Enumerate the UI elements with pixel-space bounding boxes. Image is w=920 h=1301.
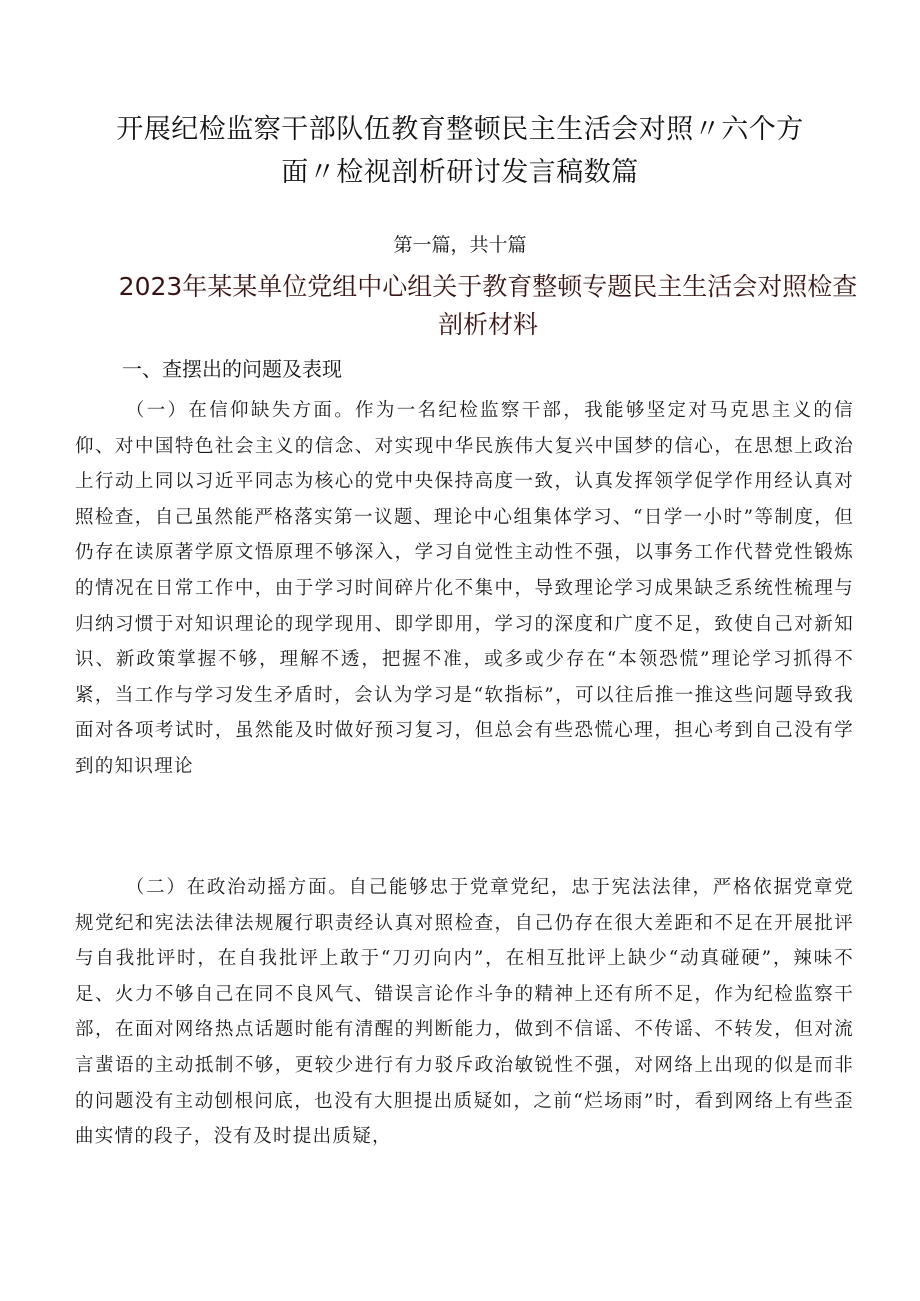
part-label: 第一篇，共十篇	[393, 234, 527, 256]
section-heading: 一、查摆出的问题及表现	[122, 357, 342, 381]
document-title: 开展纪检监察干部队伍教育整顿民主生活会对照〃六个方面〃检视剖析研讨发言稿数篇	[116, 114, 804, 188]
article-title: 2023年某某单位党组中心组关于教育整顿专题民主生活会对照检查剖析材料	[118, 272, 858, 339]
paragraph-faith: （一）在信仰缺失方面。作为一名纪检监察干部，我能够坚定对马克思主义的信仰、对中国特色社会主义的信念、对实现中华民族伟大复兴中国梦的信心，在思想上政治上行动上同以习近平同志为核心的党中央保持高度一致，认真发挥领学促学作用经认真对照检查，自己虽然能严格落实第一议题、理论中心组集体学习、“日学一小时”等制度，但仍存在读原著学原文悟原理不够深入，学习自觉性主动性不强，以事务工作代替党性锻炼的情况在日常工作中，由于学习时间碎片化不集中，导致理论学习成果缺乏系统性梳理与归纳习惯于对知识理论的现学现用、即学即用，学习的深度和广度不足，致使自己对新知识、新政策掌握不够，理解不透，把握不准，或多或少存在“本领恐慌”理论学习抓得不紧，当工作与学习发生矛盾时，会认为学习是“软指标”，可以往后推一推这些问题导致我面对各项考试时，虽然能及时做好预习复习，但总会有些恐慌心理，担心考到自己没有学到的知识理论	[75, 400, 854, 777]
paragraph-politics: （二）在政治动摇方面。自己能够忠于党章党纪，忠于宪法法律，严格依据党章党规党纪和宪法法律法规履行职责经认真对照检查，自己仍存在很大差距和不足在开展批评与自我批评时，在自我批评上敢于“刀刃向内”，在相互批评上缺少“动真碰硬”，辣味不足、火力不够自己在同不良风气、错误言论作斗争的精神上还有所不足，作为纪检监察干部，在面对网络热点话题时能有清醒的判断能力，做到不信谣、不传谣、不转发，但对流言蜚语的主动抵制不够，更较少进行有力驳斥政治敏锐性不强，对网络上出现的似是而非的问题没有主动刨根问底，也没有大胆提出质疑如，之前“烂场雨”时，看到网络上有些歪曲实情的段子，没有及时提出质疑，	[75, 877, 854, 1148]
